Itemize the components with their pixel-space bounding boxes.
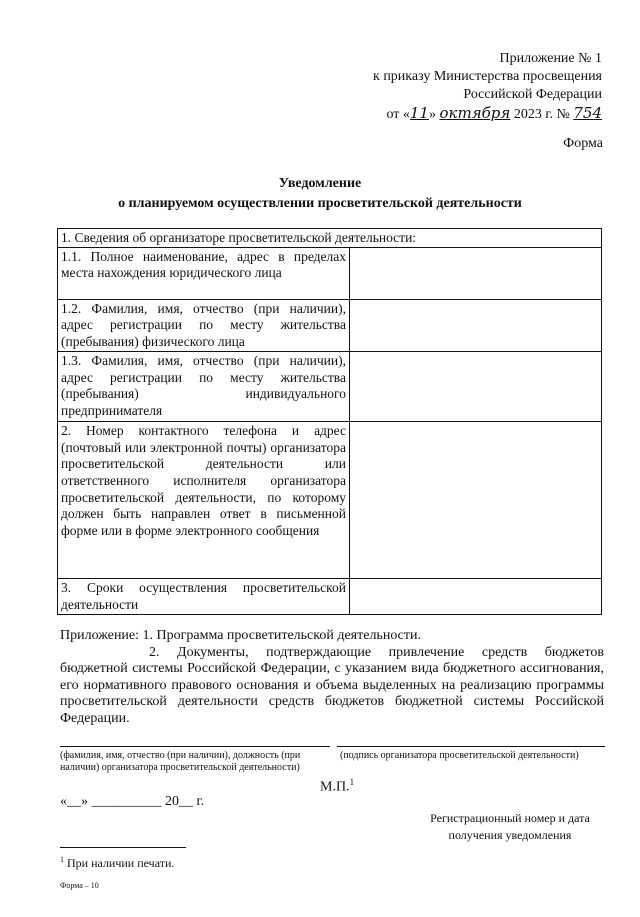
footnote-separator bbox=[60, 847, 186, 848]
stamp-footnote-mark: 1 bbox=[349, 777, 355, 787]
annex-order-ref: к приказу Министерства просвещения bbox=[373, 69, 602, 84]
section-header-cell: 1. Сведения об организаторе просветительской деятельности: bbox=[58, 229, 602, 248]
form-code: Форма – 10 bbox=[60, 881, 99, 890]
attachments-block bbox=[60, 628, 604, 727]
date-mid: » bbox=[428, 107, 436, 122]
date-line: «__» __________ 20__ г. bbox=[60, 794, 205, 809]
table-row bbox=[58, 247, 602, 299]
title-line-1: Уведомление bbox=[278, 176, 362, 191]
table-row bbox=[58, 578, 602, 614]
annex-number: Приложение № 1 bbox=[499, 51, 602, 66]
row-value-3[interactable] bbox=[350, 578, 602, 614]
document-title bbox=[0, 174, 640, 214]
annex-ministry: Российской Федерации bbox=[463, 87, 602, 102]
signature-line bbox=[337, 746, 605, 747]
row-value-2[interactable] bbox=[350, 421, 602, 578]
row-value-1-1[interactable] bbox=[350, 247, 602, 299]
attachment-item-1: Приложение: 1. Программа просветительской деятельности. bbox=[60, 628, 421, 643]
row-label-1-2: 1.2. Фамилия, имя, отчество (при наличии), адрес регистрации по месту жительства (пребывания) физического лица bbox=[58, 299, 350, 351]
table-row bbox=[58, 299, 602, 351]
handwritten-day: 11 bbox=[409, 104, 429, 122]
footnote-text: При наличии печати. bbox=[67, 856, 175, 870]
form-label: Форма bbox=[563, 136, 603, 151]
title-line-2: о планируемом осуществлении просветительской деятельности bbox=[118, 196, 522, 211]
annex-date-line bbox=[373, 104, 602, 124]
table-row bbox=[58, 351, 602, 421]
table-section-row bbox=[58, 229, 602, 248]
footnote-mark: 1 bbox=[60, 855, 64, 864]
signature-caption: (подпись организатора просветительской деятельности) bbox=[340, 750, 579, 761]
handwritten-month: октября bbox=[439, 104, 511, 122]
row-label-1-3: 1.3. Фамилия, имя, отчество (при наличии), адрес регистрации по месту жительства (пребывания) индивидуального предпринимателя bbox=[58, 351, 350, 421]
name-signature-line bbox=[60, 746, 330, 747]
organizer-info-table bbox=[57, 228, 602, 615]
name-caption: (фамилия, имя, отчество (при наличии), должность (при наличии) организатора просветительской деятельности) bbox=[60, 750, 301, 773]
row-label-2: 2. Номер контактного телефона и адрес (почтовый или электронной почты) организатора просветительской деятельности или ответственного исполнителя организатора просветительской деятельности, по которому должен быть направлен ответ в письменной форме или в форме электронного сообщения bbox=[58, 421, 350, 578]
row-label-3: 3. Сроки осуществления просветительской деятельности bbox=[58, 578, 350, 614]
date-year: 2023 г. № bbox=[513, 107, 570, 122]
row-label-1-1: 1.1. Полное наименование, адрес в пределах места нахождения юридического лица bbox=[58, 247, 350, 299]
annex-header bbox=[373, 50, 602, 124]
row-value-1-3[interactable] bbox=[350, 351, 602, 421]
stamp-label: М.П. bbox=[320, 779, 350, 795]
registration-line-1: Регистрационный номер и дата bbox=[430, 811, 590, 825]
registration-line-2: получения уведомления bbox=[448, 828, 572, 842]
handwritten-doc-number: 754 bbox=[573, 104, 602, 122]
table-row bbox=[58, 421, 602, 578]
footnote bbox=[60, 855, 174, 871]
registration-block bbox=[410, 810, 610, 844]
row-value-1-2[interactable] bbox=[350, 299, 602, 351]
attachment-item-2: 2. Документы, подтверждающие привлечение средств бюджетов бюджетной системы Российской Федерации, с указанием вида бюджетного ассигнования, его нормативного правового основания и объема выделенных на реализацию программы просветительской деятельности средств бюджетов бюджетной системы Российской Федерации. bbox=[60, 644, 604, 726]
date-prefix: от « bbox=[386, 107, 410, 122]
stamp-place bbox=[320, 777, 354, 796]
